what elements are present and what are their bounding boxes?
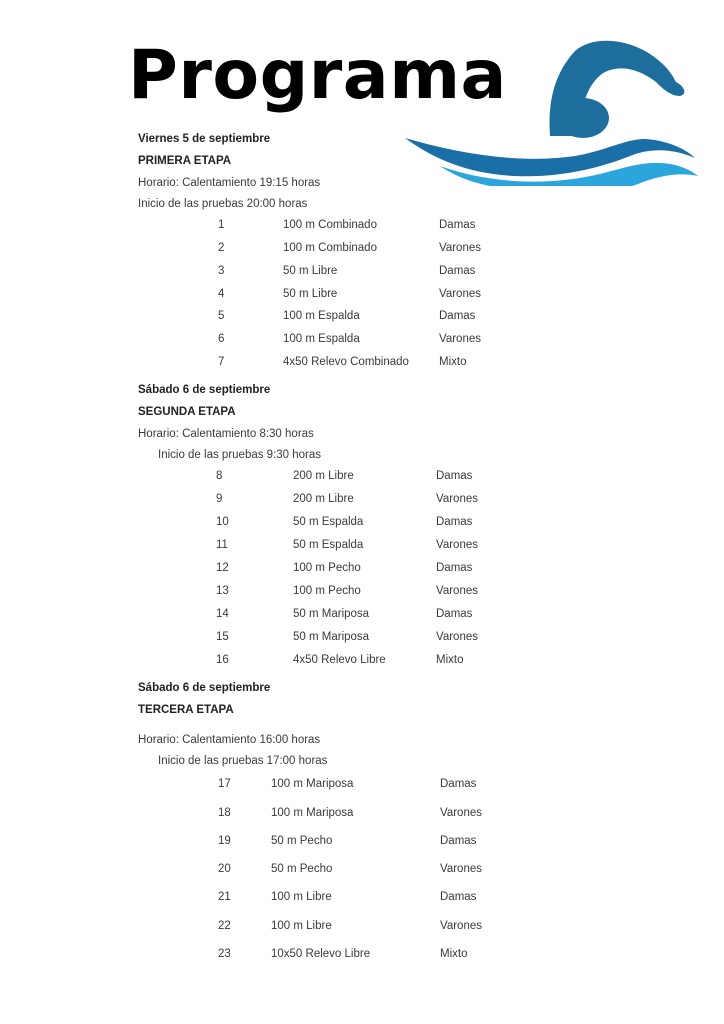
event-number: 19 (218, 835, 231, 847)
stage-day: Sábado 6 de septiembre (138, 384, 271, 396)
event-number: 15 (216, 631, 229, 643)
event-category: Damas (436, 470, 473, 482)
event-category: Damas (440, 778, 477, 790)
event-category: Varones (436, 493, 478, 505)
event-name: 100 m Mariposa (271, 807, 354, 819)
stage-start: Inicio de las pruebas 9:30 horas (158, 449, 322, 461)
stage-start: Inicio de las pruebas 17:00 horas (158, 755, 328, 767)
stage-warmup: Horario: Calentamiento 19:15 horas (138, 177, 321, 189)
event-number: 12 (216, 562, 229, 574)
event-number: 22 (218, 920, 231, 932)
event-number: 2 (218, 242, 225, 254)
event-name: 100 m Libre (271, 920, 332, 932)
event-number: 23 (218, 948, 231, 960)
stage-name: TERCERA ETAPA (138, 704, 234, 716)
event-name: 50 m Pecho (271, 835, 333, 847)
event-category: Mixto (439, 356, 467, 368)
event-name: 200 m Libre (293, 493, 354, 505)
event-number: 9 (216, 493, 223, 505)
event-category: Varones (436, 631, 478, 643)
event-name: 100 m Pecho (293, 562, 361, 574)
event-category: Damas (436, 608, 473, 620)
stage-day: Viernes 5 de septiembre (138, 133, 271, 145)
swimmer-arm (550, 41, 685, 136)
event-category: Damas (440, 835, 477, 847)
event-number: 11 (216, 539, 228, 551)
stage-name: SEGUNDA ETAPA (138, 406, 236, 418)
stage-warmup: Horario: Calentamiento 16:00 horas (138, 734, 321, 746)
page-title: Programa (128, 36, 507, 115)
event-name: 100 m Combinado (283, 242, 377, 254)
event-name: 50 m Mariposa (293, 631, 370, 643)
event-name: 200 m Libre (293, 470, 354, 482)
event-name: 50 m Pecho (271, 863, 333, 875)
event-category: Varones (439, 242, 481, 254)
event-number: 10 (216, 516, 229, 528)
event-name: 100 m Espalda (283, 333, 360, 345)
event-number: 4 (218, 288, 225, 300)
event-number: 17 (218, 778, 231, 790)
event-name: 10x50 Relevo Libre (271, 948, 371, 960)
event-number: 14 (216, 608, 229, 620)
event-category: Damas (439, 265, 476, 277)
stage-name: PRIMERA ETAPA (138, 155, 232, 167)
event-category: Varones (439, 333, 481, 345)
event-category: Mixto (436, 654, 464, 666)
stage-start: Inicio de las pruebas 20:00 horas (138, 198, 308, 210)
event-category: Damas (440, 891, 477, 903)
event-name: 4x50 Relevo Libre (293, 654, 386, 666)
event-category: Damas (436, 516, 473, 528)
event-number: 5 (218, 310, 225, 322)
event-number: 20 (218, 863, 231, 875)
stage-warmup: Horario: Calentamiento 8:30 horas (138, 428, 314, 440)
event-name: 50 m Libre (283, 265, 338, 277)
event-name: 50 m Espalda (293, 516, 364, 528)
event-name: 100 m Mariposa (271, 778, 354, 790)
event-name: 50 m Espalda (293, 539, 364, 551)
event-name: 50 m Mariposa (293, 608, 370, 620)
event-number: 3 (218, 265, 225, 277)
event-number: 18 (218, 807, 231, 819)
event-number: 6 (218, 333, 225, 345)
event-name: 100 m Libre (271, 891, 332, 903)
event-category: Varones (436, 539, 478, 551)
event-number: 8 (216, 470, 223, 482)
event-category: Damas (439, 219, 476, 231)
event-category: Damas (439, 310, 476, 322)
event-category: Mixto (440, 948, 468, 960)
event-category: Varones (440, 920, 482, 932)
event-category: Varones (440, 807, 482, 819)
event-number: 16 (216, 654, 229, 666)
event-category: Varones (440, 863, 482, 875)
event-number: 1 (218, 219, 225, 231)
event-name: 100 m Combinado (283, 219, 377, 231)
event-name: 100 m Pecho (293, 585, 361, 597)
event-number: 7 (218, 356, 225, 368)
stage-day: Sábado 6 de septiembre (138, 682, 271, 694)
swimmer-icon (400, 36, 700, 186)
event-number: 13 (216, 585, 229, 597)
event-name: 100 m Espalda (283, 310, 360, 322)
event-name: 4x50 Relevo Combinado (283, 356, 409, 368)
event-name: 50 m Libre (283, 288, 338, 300)
event-category: Varones (436, 585, 478, 597)
event-number: 21 (218, 891, 231, 903)
event-category: Damas (436, 562, 473, 574)
event-category: Varones (439, 288, 481, 300)
